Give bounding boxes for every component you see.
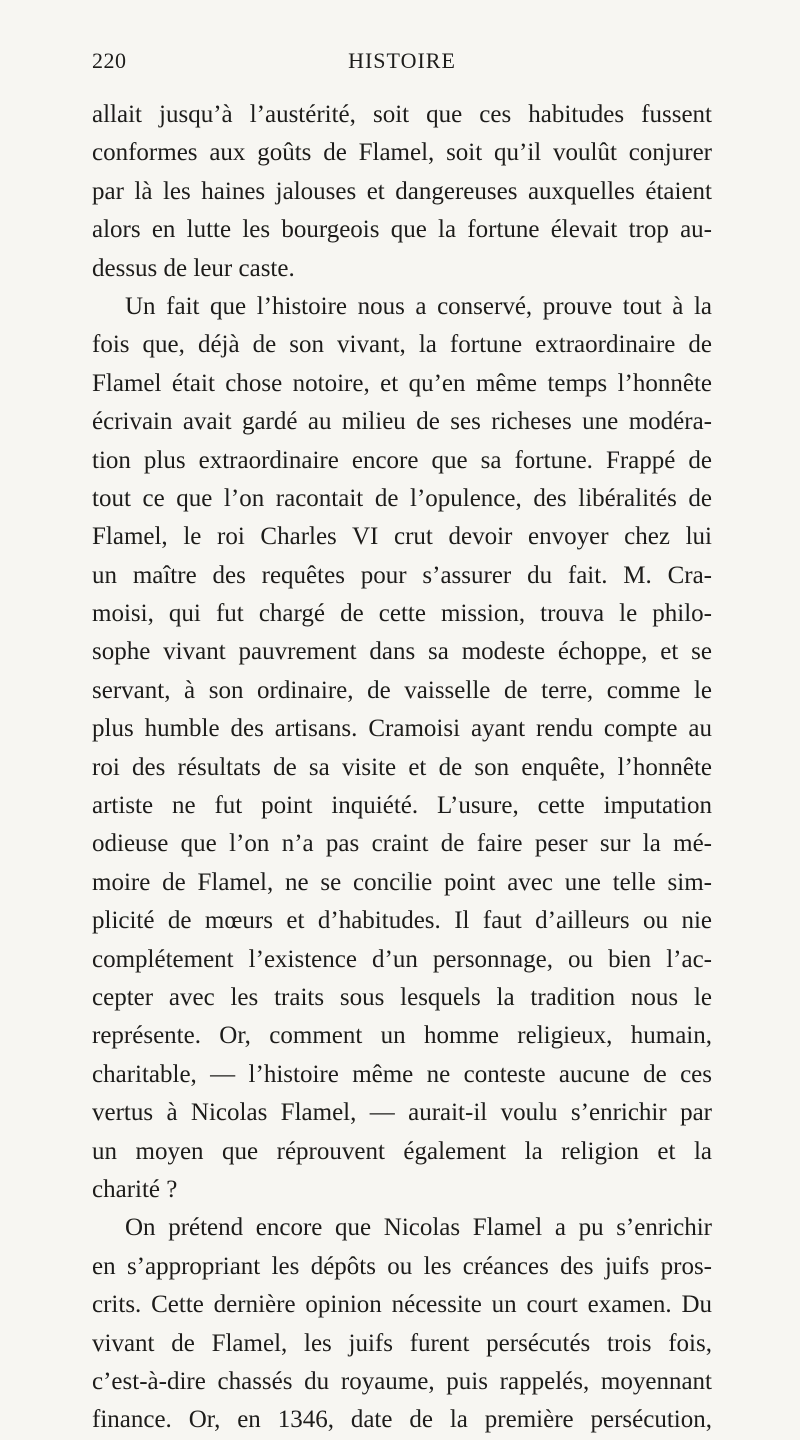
text-line: fois que, déjà de son vivant, la fortune extraordinaire de xyxy=(92,331,712,359)
text-line: Flamel, le roi Charles VI crut devoir envoyer chez lui xyxy=(92,523,712,551)
text-line: un maître des requêtes pour s’assurer du fait. M. Cra- xyxy=(92,561,712,589)
text-line: charité ? xyxy=(92,1175,178,1203)
text-line: moisi, qui fut chargé de cette mission, trouva le philo- xyxy=(92,600,712,628)
text-line: en s’appropriant les dépôts ou les créances des juifs pros- xyxy=(92,1252,712,1280)
text-line: crits. Cette dernière opinion nécessite un court examen. Du xyxy=(92,1291,712,1319)
text-line: c’est-à-dire chassés du royaume, puis rappelés, moyennant xyxy=(92,1367,712,1395)
running-title: HISTOIRE xyxy=(348,48,456,73)
text-line: servant, à son ordinaire, de vaisselle de terre, comme le xyxy=(92,676,712,704)
text-line: représente. Or, comment un homme religieux, humain, xyxy=(92,1022,712,1050)
text-line: Flamel était chose notoire, et qu’en même temps l’honnête xyxy=(92,369,712,397)
text-line: allait jusqu’à l’austérité, soit que ces habitudes fussent xyxy=(92,101,712,128)
text-line: plicité de mœurs et d’habitudes. Il faut d’ailleurs ou nie xyxy=(92,907,712,935)
body-text xyxy=(92,96,712,1440)
text-line: cepter avec les traits sous lesquels la tradition nous le xyxy=(92,983,712,1011)
text-line: On prétend encore que Nicolas Flamel a pu s’enrichir xyxy=(125,1214,712,1242)
page-number: 220 xyxy=(92,48,127,73)
text-line: écrivain avait gardé au milieu de ses richeses une modéra- xyxy=(92,408,712,436)
text-line: dessus de leur caste. xyxy=(92,254,295,282)
text-line: conformes aux goûts de Flamel, soit qu’il voulût conjurer xyxy=(92,139,712,167)
text-line: roi des résultats de sa visite et de son enquête, l’honnête xyxy=(92,753,712,781)
text-line: par là les haines jalouses et dangereuses auxquelles étaient xyxy=(92,177,712,205)
text-line: finance. Or, en 1346, date de la première persécution, xyxy=(92,1406,712,1434)
text-line: plus humble des artisans. Cramoisi ayant rendu compte au xyxy=(92,715,712,743)
text-line: vertus à Nicolas Flamel, — aurait-il voulu s’enrichir par xyxy=(92,1099,712,1127)
text-line: alors en lutte les bourgeois que la fortune élevait trop au- xyxy=(92,216,712,244)
text-line: vivant de Flamel, les juifs furent persécutés trois fois, xyxy=(92,1329,712,1357)
text-line: Un fait que l’histoire nous a conservé, prouve tout à la xyxy=(125,292,712,320)
text-line: odieuse que l’on n’a pas craint de faire peser sur la mé- xyxy=(92,830,712,858)
text-line: un moyen que réprouvent également la religion et la xyxy=(92,1137,712,1165)
text-line: moire de Flamel, ne se concilie point avec une telle sim- xyxy=(92,868,712,896)
running-head xyxy=(92,48,712,82)
text-line: sophe vivant pauvrement dans sa modeste échoppe, et se xyxy=(92,638,712,666)
text-line: tion plus extraordinaire encore que sa fortune. Frappé de xyxy=(92,446,712,474)
text-line: artiste ne fut point inquiété. L’usure, cette imputation xyxy=(92,792,712,820)
text-line: complétement l’existence d’un personnage, ou bien l’ac- xyxy=(92,945,712,973)
text-line: tout ce que l’on racontait de l’opulence, des libéralités de xyxy=(92,484,712,512)
text-line: charitable, — l’histoire même ne conteste aucune de ces xyxy=(92,1060,712,1088)
